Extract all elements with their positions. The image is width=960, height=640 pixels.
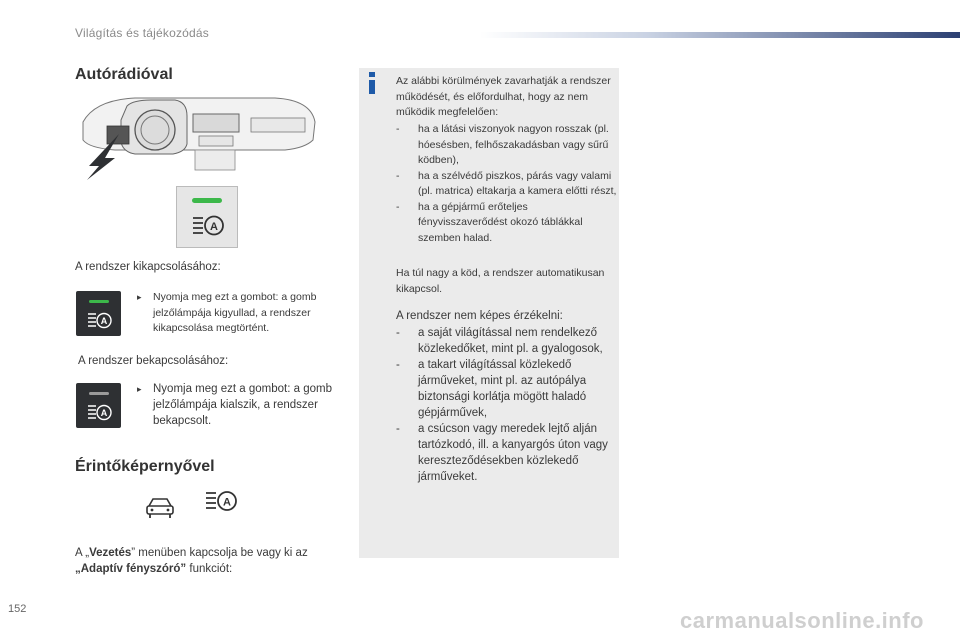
list-item: - ha a szélvédő piszkos, párás vagy valami (pl. matrica) eltakarja a kamera előtti részt, <box>396 169 617 197</box>
led-gray <box>89 392 109 395</box>
adaptive-headlamp-icon <box>87 403 113 421</box>
adaptive-headlamp-icon <box>191 213 227 237</box>
watermark: carmanualsonline.info <box>680 608 924 633</box>
chapter-title: Világítás és tájékozódás <box>75 26 209 40</box>
on-intro-text: A rendszer bekapcsolásához: <box>78 355 229 367</box>
svg-text:A: A <box>100 408 108 418</box>
system-on-button[interactable] <box>76 383 121 428</box>
info-closing: Ha túl nagy a köd, a rendszer automatikusan kikapcsol. <box>396 267 605 295</box>
list-item: - a saját világítással nem rendelkező közlekedőket, mint pl. a gyalogosok, <box>396 327 603 355</box>
on-bullet-text: Nyomja meg ezt a gombot: a gomb jelzőlámpája kialszik, a rendszer bekapcsolt. <box>153 383 332 427</box>
list-item: - a takart világítással közlekedő járműveket, mint pl. az autópálya biztonsági korlátja mögött haladó gépjárművek, <box>396 359 587 419</box>
header-accent-bar <box>480 32 960 38</box>
detect-intro: A rendszer nem képes érzékelni: <box>396 310 563 322</box>
touch-instruction: A „Vezetés” menüben kapcsolja be vagy ki az „Adaptív fényszóró” funkciót: <box>75 547 308 575</box>
led-green <box>89 300 109 303</box>
menu-name: Vezetés <box>89 547 132 559</box>
led-on-indicator <box>192 198 222 203</box>
page-number: 152 <box>8 603 27 615</box>
svg-text:A: A <box>223 496 231 509</box>
detect-list <box>396 325 616 485</box>
list-item: - ha a látási viszonyok nagyon rosszak (pl. hóesésben, felhőszakadásban vagy sűrű ködben), <box>396 123 609 166</box>
adaptive-headlamp-icon <box>87 311 113 329</box>
adaptive-headlamp-icon[interactable] <box>205 489 239 513</box>
section-title-radio: Autórádióval <box>75 66 173 83</box>
car-front-icon <box>144 496 176 520</box>
info-intro: Az alábbi körülmények zavarhatják a rendszer működését, és előfordulhat, hogy az nem működik megfelelően: <box>396 75 611 118</box>
off-intro-text: A rendszer kikapcsolásához: <box>75 261 221 273</box>
list-item: - ha a gépjármű erőteljes fényvisszaverődést okozó táblákkal szemben halad. <box>396 200 583 244</box>
info-list <box>396 122 618 246</box>
on-bullet <box>137 381 342 429</box>
button-zoom-panel <box>176 186 238 248</box>
svg-text:A: A <box>210 221 218 233</box>
off-bullet-text: Nyomja meg ezt a gombot: a gomb jelzőlámpája kigyullad, a rendszer kikapcsolása megtörtént. <box>153 291 317 334</box>
dashboard-illustration <box>75 92 320 184</box>
list-item: - a csúcson vagy meredek lejtő alján tartózkodó, ill. a kanyargós úton vagy kereszteződésekben közlekedő járműveket. <box>396 423 608 483</box>
system-off-button[interactable] <box>76 291 121 336</box>
bullet-arrow-icon: ▸ <box>137 292 142 302</box>
off-bullet <box>137 290 342 337</box>
section-title-touch: Érintőképernyővel <box>75 458 215 475</box>
bullet-arrow-icon: ▸ <box>137 384 142 394</box>
info-icon <box>366 72 378 94</box>
svg-text:A: A <box>100 316 108 326</box>
function-name: „Adaptív fényszóró” <box>75 563 187 575</box>
